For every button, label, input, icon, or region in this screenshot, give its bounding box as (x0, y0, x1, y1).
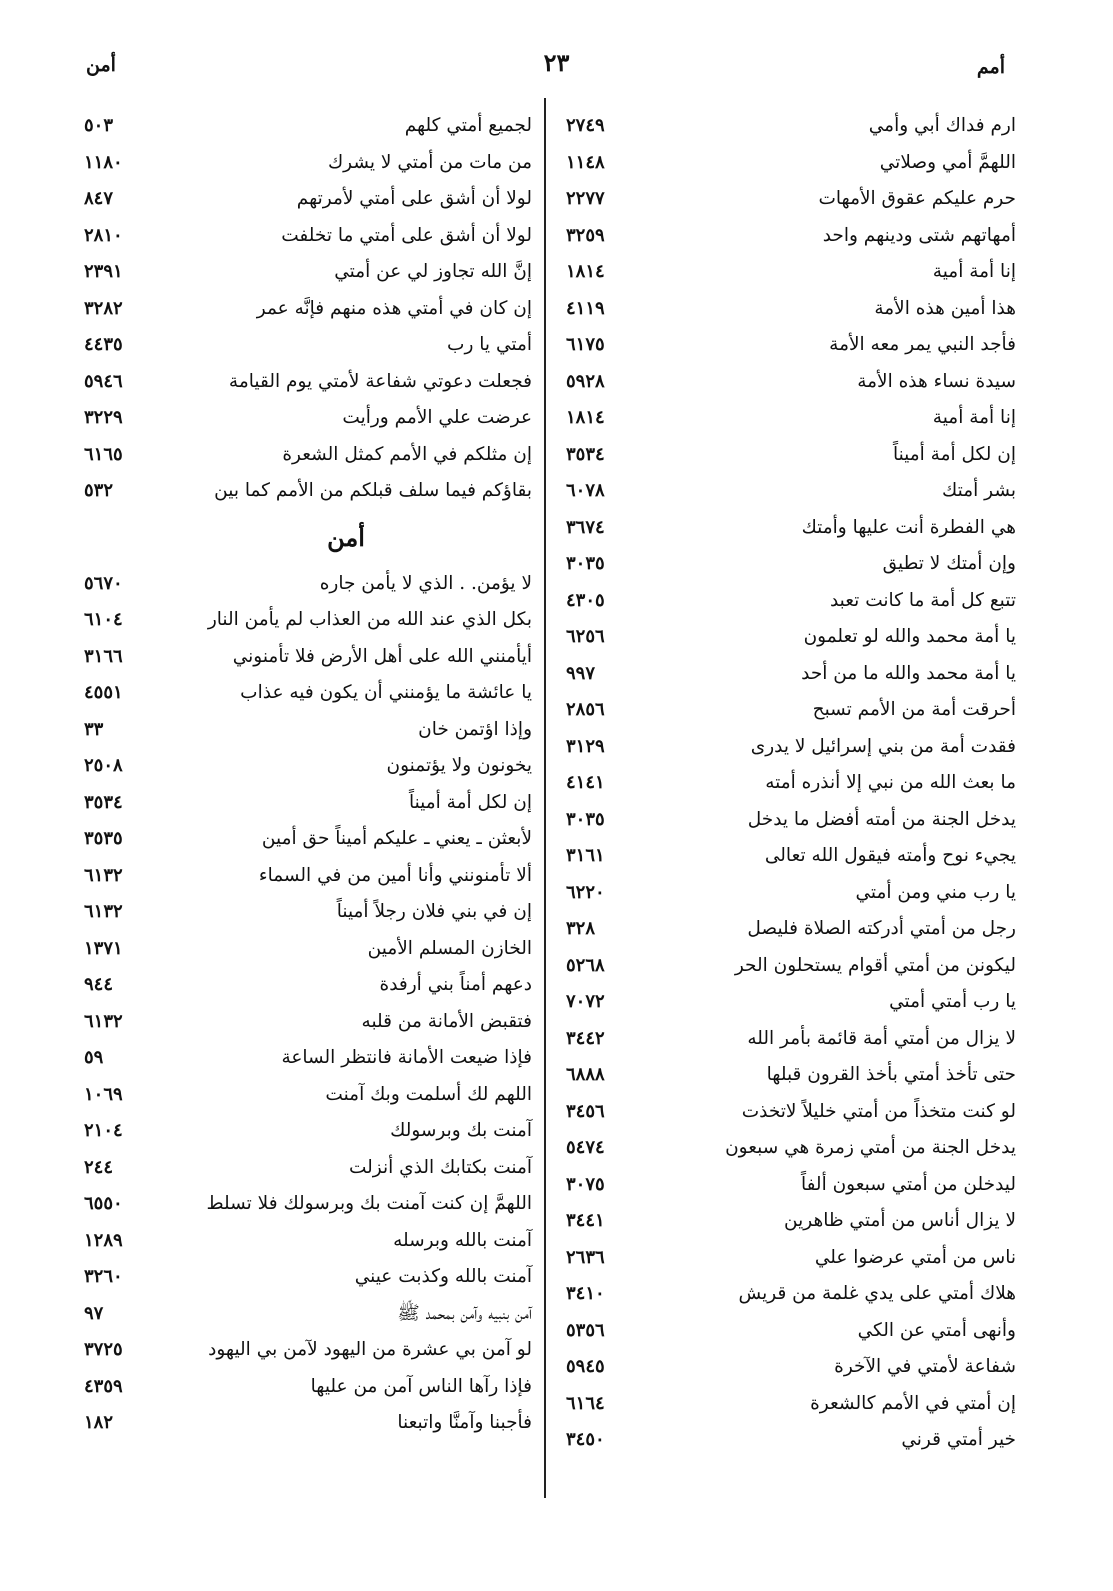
entry-text: ارم فداك أبي وأمي (868, 115, 1016, 136)
index-entry (566, 546, 1016, 583)
entry-number: ٩٩٧ (566, 662, 596, 684)
entry-text: إنا أمة أمية (932, 407, 1016, 428)
index-entry (566, 510, 1016, 547)
index-entry (566, 1094, 1016, 1131)
index-entry (566, 1057, 1016, 1094)
entry-number: ٣٢٨ (566, 918, 596, 939)
index-entry (80, 218, 532, 255)
index-entry (566, 181, 1016, 218)
entry-number: ٥٩ (84, 1047, 104, 1068)
index-entry (80, 602, 532, 639)
index-entry (80, 675, 532, 712)
entry-number: ٣١٦٦ (84, 645, 123, 667)
entry-text: يا رب مني ومن أمتي (855, 881, 1016, 903)
entry-text: لو كنت متخذاً من أمتي خليلاً لاتخذت (741, 1100, 1016, 1122)
entry-text: لأبعثن ـ يعني ـ عليكم أميناً حق أمين (261, 828, 532, 849)
index-entry (566, 583, 1016, 620)
entry-text: ناس من أمتي عرضوا علي (814, 1246, 1016, 1268)
entry-number: ٥٩٤٦ (84, 370, 123, 392)
entry-number: ٦١٣٢ (84, 901, 123, 922)
index-entry (80, 566, 532, 603)
index-entry (80, 1077, 532, 1114)
entry-number: ٢٧٤٩ (566, 115, 605, 136)
entry-number: ٣٤٥٦ (566, 1100, 605, 1122)
index-entry (80, 712, 532, 749)
entry-number: ٦١٣٢ (84, 864, 123, 886)
index-entry (566, 145, 1016, 182)
entry-number: ٩٤٤ (84, 974, 114, 995)
entry-number: ٥٣٢ (84, 480, 114, 501)
entry-number: ٦٢٥٦ (566, 626, 605, 647)
index-entry (566, 437, 1016, 474)
entry-text: يا عائشة ما يؤمنني أن يكون فيه عذاب (240, 682, 532, 703)
index-entry (566, 1313, 1016, 1350)
entry-number: ٥٩٤٥ (566, 1356, 605, 1377)
entry-number: ٩٧ (84, 1302, 104, 1324)
index-entry (80, 1332, 532, 1369)
entry-text: آمن بنبيه وآمن بمحمد ﷺ (397, 1302, 532, 1324)
index-entry (566, 619, 1016, 656)
entry-text: سيدة نساء هذه الأمة (857, 370, 1016, 392)
entry-number: ٤١١٩ (566, 297, 605, 319)
index-entry (566, 875, 1016, 912)
running-head-left: أمن (86, 54, 116, 76)
entry-text: تتبع كل أمة ما كانت تعبد (829, 589, 1016, 611)
index-entry (566, 291, 1016, 328)
index-entry (566, 656, 1016, 693)
entry-number: ٣١٦١ (566, 845, 605, 866)
entry-number: ١٨٢ (84, 1412, 114, 1433)
index-entry (566, 765, 1016, 802)
entry-number: ٤١٤١ (566, 772, 605, 793)
entry-number: ٣٢٦٠ (84, 1266, 123, 1287)
index-entry (80, 254, 532, 291)
entry-number: ٤٥٥١ (84, 682, 123, 703)
index-entry (80, 400, 532, 437)
index-entry (566, 254, 1016, 291)
entry-text: وإذا اؤتمن خان (418, 718, 532, 740)
index-entry (566, 802, 1016, 839)
entry-number: ٦٥٥٠ (84, 1193, 123, 1214)
index-entry (566, 729, 1016, 766)
index-entry (80, 821, 532, 858)
entry-number: ٣٤٥٠ (566, 1429, 605, 1450)
index-entry (80, 108, 532, 145)
entry-number: ٣٢٨٢ (84, 297, 123, 319)
entry-number: ٢٤٤ (84, 1156, 114, 1178)
entry-text: هي الفطرة أنت عليها وأمتك (801, 516, 1016, 538)
entry-number: ١١٤٨ (566, 151, 605, 173)
entry-text: آمنت بكتابك الذي أنزلت (348, 1156, 532, 1178)
entry-text: بشر أمتك (942, 480, 1016, 501)
entry-text: ليدخلن من أمتي سبعون ألفاً (800, 1173, 1016, 1195)
entry-number: ٢٦٣٦ (566, 1246, 605, 1268)
entry-number: ١٨١٤ (566, 261, 605, 282)
entry-text: بقاؤكم فيما سلف قبلكم من الأمم كما بين (214, 480, 532, 501)
entry-number: ٦١٠٤ (84, 609, 123, 630)
index-entry (566, 400, 1016, 437)
running-head-right: أمم (976, 56, 1005, 78)
entry-number: ١٣٧١ (84, 937, 123, 959)
entry-text: يخونون ولا يؤتمنون (386, 755, 532, 776)
index-entry (80, 1405, 532, 1442)
entry-text: فتقبض الأمانة من قلبه (361, 1010, 532, 1032)
index-entry (80, 1040, 532, 1077)
entry-number: ٣٥٣٤ (566, 443, 605, 465)
index-entry (566, 1386, 1016, 1423)
entry-text: إن لكل أمة أميناً (892, 443, 1016, 465)
entry-number: ٨٤٧ (84, 188, 114, 209)
entry-text: إن كان في أمتي هذه منهم فإنَّه عمر (256, 297, 532, 319)
entry-number: ٢٨١٠ (84, 224, 123, 246)
entry-number: ٦١٦٥ (84, 443, 123, 465)
index-entry (566, 692, 1016, 729)
entry-text: لجميع أمتي كلهم (404, 115, 532, 136)
entry-text: آمنت بك وبرسولك (390, 1120, 532, 1141)
left-column-top-list (80, 108, 532, 510)
index-entry (566, 218, 1016, 255)
right-column (566, 108, 1016, 1459)
index-entry (80, 931, 532, 968)
index-entry (80, 181, 532, 218)
entry-text: بكل الذي عند الله من العذاب لم يأمن النار (207, 609, 532, 630)
entry-number: ٥٩٢٨ (566, 370, 605, 392)
entry-number: ٥٤٧٤ (566, 1137, 605, 1158)
entry-text: لا يزال من أمتي أمة قائمة بأمر الله (747, 1027, 1016, 1049)
index-entry (566, 984, 1016, 1021)
entry-text: آمنت بالله وبرسله (393, 1229, 532, 1251)
index-entry (80, 1004, 532, 1041)
entry-text: لو آمن بي عشرة من اليهود لآمن بي اليهود (208, 1339, 532, 1360)
entry-text: إن أمتي في الأمم كالشعرة (810, 1392, 1016, 1414)
index-entry (566, 838, 1016, 875)
entry-text: لا يؤمن. . الذي لا يأمن جاره (319, 572, 532, 594)
index-entry (566, 1130, 1016, 1167)
entry-text: فجعلت دعوتي شفاعة لأمتي يوم القيامة (228, 370, 532, 392)
entry-number: ٣٥٣٥ (84, 828, 123, 849)
entry-number: ٥٢٦٨ (566, 954, 605, 976)
page-number: ٢٣ (543, 48, 570, 77)
entry-text: يجيء نوح وأمته فيقول الله تعالى (764, 845, 1016, 866)
entry-text: اللهمَّ إن كنت آمنت بك وبرسولك فلا تسلط (206, 1193, 532, 1214)
entry-number: ٧٠٧٢ (566, 991, 605, 1012)
entry-number: ٦٢٢٠ (566, 881, 605, 903)
entry-number: ٢١٠٤ (84, 1120, 123, 1141)
index-entry (80, 1369, 532, 1406)
entry-text: لا يزال أناس من أمتي ظاهرين (784, 1210, 1016, 1231)
entry-number: ٣٥٣٤ (84, 791, 123, 813)
index-entry (566, 1021, 1016, 1058)
entry-text: فأجبنا وآمنَّا واتبعنا (397, 1412, 532, 1433)
entry-number: ٣٤٤٢ (566, 1027, 605, 1049)
entry-number: ٥٦٧٠ (84, 572, 123, 594)
entry-text: لولا أن أشق على أمتي ما تخلفت (281, 224, 532, 246)
entry-text: ما بعث الله من نبي إلا أنذره أمته (765, 772, 1016, 793)
entry-number: ٣٢٥٩ (566, 224, 605, 246)
entry-text: من مات من أمتي لا يشرك (327, 151, 532, 173)
index-entry (566, 473, 1016, 510)
index-entry (80, 639, 532, 676)
entry-number: ٦٠٧٨ (566, 480, 605, 501)
entry-text: حرم عليكم عقوق الأمهات (818, 188, 1016, 209)
index-entry (566, 1203, 1016, 1240)
index-entry (80, 748, 532, 785)
entry-text: أحرقت أمة من الأمم تسبح (812, 699, 1016, 720)
entry-text: يا رب أمتي أمتي (889, 991, 1016, 1012)
entry-text: اللهمَّ أمي وصلاتي (879, 151, 1016, 173)
index-entry (566, 1240, 1016, 1277)
entry-text: هلاك أمتي على يدي غلمة من قريش (738, 1283, 1016, 1304)
entry-number: ٢٥٠٨ (84, 755, 123, 776)
index-entry (80, 437, 532, 474)
entry-text: إن لكل أمة أميناً (408, 791, 532, 813)
entry-text: رجل من أمتي أدركته الصلاة فليصل (747, 918, 1016, 939)
entry-text: ليكونن من أمتي أقوام يستحلون الحر (734, 954, 1016, 976)
entry-text: وإن أمتك لا تطيق (882, 553, 1016, 574)
entry-text: إن مثلكم في الأمم كمثل الشعرة (282, 443, 532, 465)
entry-number: ٦٨٨٨ (566, 1064, 605, 1085)
entry-text: هذا أمين هذه الأمة (874, 297, 1016, 319)
page-header (0, 48, 1113, 88)
entry-text: شفاعة لأمتي في الآخرة (834, 1356, 1016, 1377)
index-entry (80, 1259, 532, 1296)
left-column-bottom-list (80, 566, 532, 1442)
index-entry (566, 364, 1016, 401)
entry-number: ١٢٨٩ (84, 1229, 123, 1251)
index-entry (80, 785, 532, 822)
index-entry (80, 858, 532, 895)
entry-text: أمهاتهم شتى ودينهم واحد (822, 224, 1016, 246)
entry-number: ٦١٧٥ (566, 334, 605, 355)
entry-number: ٢٣٩١ (84, 261, 123, 282)
entry-number: ٣٦٧٤ (566, 516, 605, 538)
column-divider (544, 98, 546, 1498)
entry-number: ٣٤٤١ (566, 1210, 605, 1231)
entry-text: آمنت بالله وكذبت عيني (354, 1266, 532, 1287)
index-entry (566, 1276, 1016, 1313)
index-entry (566, 1422, 1016, 1459)
entry-text: وأنهى أمتي عن الكي (857, 1319, 1016, 1341)
index-entry (80, 473, 532, 510)
entry-text: فإذا ضيعت الأمانة فانتظر الساعة (281, 1047, 532, 1068)
entry-text: إن في بني فلان رجلاً أميناً (336, 901, 532, 922)
entry-number: ٣٢٢٩ (84, 407, 123, 428)
index-entry (80, 1113, 532, 1150)
entry-number: ٣٠٣٥ (566, 808, 605, 830)
entry-number: ٣٠٧٥ (566, 1173, 605, 1195)
index-entry (80, 967, 532, 1004)
entry-number: ٢٨٥٦ (566, 699, 605, 720)
section-title: أمن (327, 522, 365, 552)
entry-number: ٦١٣٢ (84, 1010, 123, 1032)
entry-text: إنا أمة أمية (932, 261, 1016, 282)
index-entry (566, 1167, 1016, 1204)
entry-text: ألا تأمنونني وأنا أمين من في السماء (258, 864, 532, 886)
index-entry (566, 911, 1016, 948)
index-entry (80, 327, 532, 364)
entry-text: لولا أن أشق على أمتي لأمرتهم (296, 188, 532, 209)
entry-number: ٤٤٣٥ (84, 334, 123, 355)
entry-text: عرضت علي الأمم ورأيت (342, 407, 532, 428)
entry-number: ٢٢٧٧ (566, 188, 605, 209)
index-entry (80, 1186, 532, 1223)
index-entry (566, 948, 1016, 985)
entry-text: يدخل الجنة من أمتي زمرة هي سبعون (725, 1137, 1016, 1158)
entry-text: أيأمنني الله على أهل الأرض فلا تأمنوني (232, 645, 532, 667)
index-entry (566, 327, 1016, 364)
entry-text: دعهم أمناً بني أرفدة (379, 974, 532, 995)
entry-number: ٦١٦٤ (566, 1392, 605, 1414)
entry-number: ٣٧٢٥ (84, 1339, 123, 1360)
entry-number: ٣٣ (84, 718, 104, 740)
entry-number: ١٠٦٩ (84, 1083, 123, 1105)
entry-text: الخازن المسلم الأمين (367, 937, 532, 959)
entry-number: ٣٠٣٥ (566, 553, 605, 574)
index-entry (80, 1150, 532, 1187)
entry-text: فقدت أمة من بني إسرائيل لا يدرى (750, 735, 1016, 757)
entry-number: ١١٨٠ (84, 151, 123, 173)
index-entry (80, 1223, 532, 1260)
entry-number: ٤٣٠٥ (566, 589, 605, 611)
entry-number: ٥٠٣ (84, 115, 114, 136)
entry-number: ٣٤١٠ (566, 1283, 605, 1304)
entry-text: يا أمة محمد والله ما من أحد (801, 662, 1016, 684)
entry-text: فإذا رآها الناس آمن من عليها (310, 1375, 532, 1397)
entry-text: يا أمة محمد والله لو تعلمون (803, 626, 1016, 647)
entry-text: أمتي يا رب (447, 334, 532, 355)
entry-number: ٥٣٥٦ (566, 1319, 605, 1341)
entry-text: حتى تأخذ أمتي بأخذ القرون قبلها (766, 1064, 1016, 1085)
entry-number: ١٨١٤ (566, 407, 605, 428)
index-entry (80, 1296, 532, 1333)
entry-text: يدخل الجنة من أمته أفضل ما يدخل (747, 808, 1016, 830)
index-entry (566, 108, 1016, 145)
entry-text: إنَّ الله تجاوز لي عن أمتي (334, 261, 532, 282)
index-entry (80, 145, 532, 182)
entry-number: ٣١٢٩ (566, 735, 605, 757)
entry-number: ٤٣٥٩ (84, 1375, 123, 1397)
entry-text: فأجد النبي يمر معه الأمة (829, 334, 1016, 355)
index-entry (80, 291, 532, 328)
entry-text: اللهم لك أسلمت وبك آمنت (325, 1083, 532, 1105)
left-column (80, 108, 532, 1442)
index-entry (80, 364, 532, 401)
entry-text: خير أمتي قرني (901, 1429, 1016, 1450)
index-entry (566, 1349, 1016, 1386)
index-entry (80, 894, 532, 931)
